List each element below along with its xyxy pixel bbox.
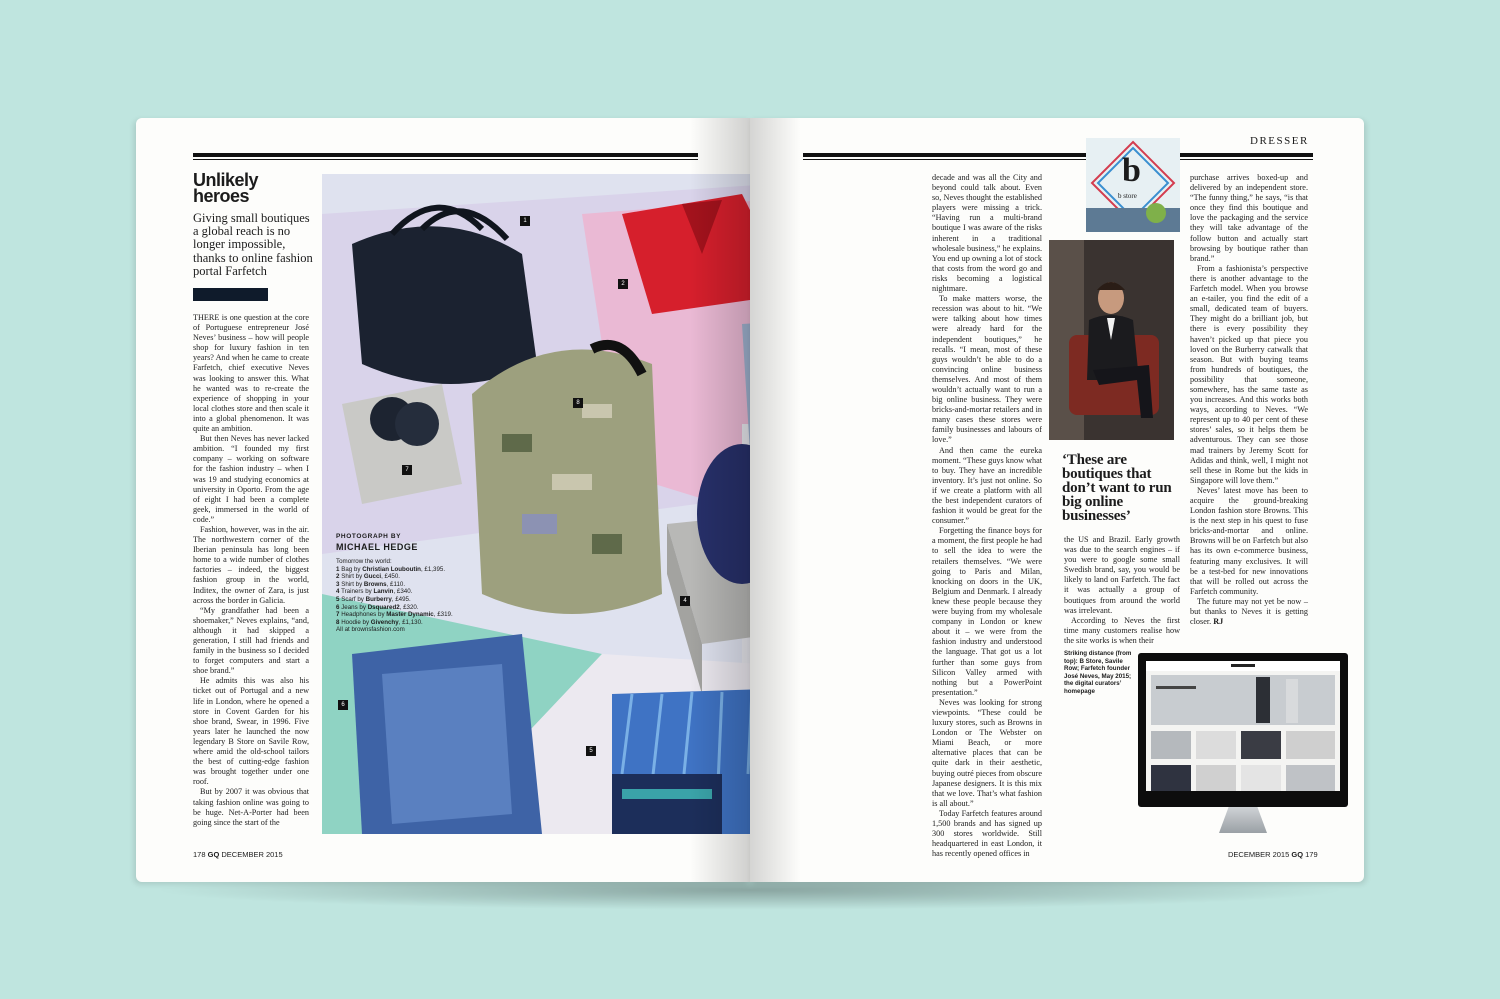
portrait-image [1049, 240, 1174, 440]
gutter-shade [690, 118, 750, 882]
top-rule-thin [193, 159, 698, 160]
gutter-shade [750, 118, 800, 882]
item-list-entry: 6 Jeans by Dsquared2, £320. [336, 603, 419, 611]
paragraph: From a fashionista’s perspective there is another advantage to the Farfetch model. When you browse an e-tailer, you find the edit of a small, dedicated team of buyers. They might do a brilliant job, but there is every possibility they haven’t picked up that piece you loved on the Burberry catwalk that season. But with buying teams from hundreds of boutiques, the possibility that someone, somewhere, has the same taste as you increases. And this works both ways, according to Neves. “We represent up to 40 per cent of these stores’ sales, so it helps them be adventurous. They can see those mad trainers by Jeremy Scott for Adidas and think, well, I might not sell these in Rome but the kids in Singapore will love them.” [1190, 263, 1308, 485]
b-store-photo [1086, 138, 1180, 232]
pull-quote: ‘These are boutiques that don’t want to run big online businesses’ [1062, 452, 1172, 524]
right-body-column-3 [1190, 173, 1308, 627]
article-headline: Unlikely heroes [193, 170, 259, 206]
photo-credit-name: MICHAEL HEDGE [336, 542, 418, 552]
paragraph: “My grandfather had been a shoemaker,” Neves explains, “and, although it had skipped a generation, I still had friends and family in the business so I decided to forget computers and start a shoe brand.” [193, 605, 309, 676]
paragraph: the US and Brazil. Early growth was due to the search engines – if you were to google some small Swedish brand, say, you would be likely to land on Farfetch. The fact it was actually a group of boutiques from around the world was irrelevant. [1064, 535, 1180, 615]
paragraph: Today Farfetch features around 1,500 brands and has signed up 300 stores worldwide. Still headquartered in east London, it has recently opened offices in [932, 808, 1042, 859]
item-list-entry: 8 Hoodie by Givenchy, £1,130. [336, 618, 423, 626]
item-list-entry: 5 Scarf by Burberry, £495. [336, 595, 411, 603]
paragraph: Fashion, however, was in the air. The northwestern corner of the Iberian peninsula has long been home to a wide number of clothes factories – indeed, the biggest fashion group in the world, Inditex, the owner of Zara, is just across the border in Galicia. [193, 524, 309, 605]
item-marker-5: 5 [586, 746, 596, 756]
paragraph: To make matters worse, the recession was about to hit. “We were talking about how times were already hard for the independent boutiques,” he recalls. “I mean, most of these guys wouldn’t be able to do a convincing online business themselves. And most of them wouldn’t actually want to run a big online business. They were bricks-and-mortar retailers and in many cases these stores were family businesses and labours of love.” [932, 294, 1042, 445]
right-folio: DECEMBER 2015 GQ 179 [1228, 850, 1318, 859]
item-list-entry: 2 Shirt by Gucci, £450. [336, 573, 401, 581]
paragraph: But by 2007 it was obvious that taking fashion online was going to be huge. Net-A-Porter had been going since the start of the [193, 787, 309, 827]
item-list-entry: 4 Trainers by Lanvin, £340. [336, 588, 413, 596]
paragraph: decade and was all the City and beyond could talk about. Even so, Neves thought the established players were missing a trick. “Having run a multi-brand boutique I was aware of the risks inherent in a traditional wholesale business,” he explains. You end up owning a lot of stock that costs from the word go and risks becoming a logistical nightmare. [932, 173, 1042, 294]
item-list-entry: 7 Headphones by Master Dynamic, £319. [336, 611, 453, 619]
b-store-text: b store [1118, 192, 1137, 200]
item-marker-8: 8 [573, 398, 583, 408]
left-page [136, 118, 750, 882]
item-marker-1: 1 [520, 216, 530, 226]
paragraph: purchase arrives boxed-up and delivered by an independent store. “The funny thing,” he says, “is that once they find this boutique and love the packaging and the service they will take advantage of the follow button and actually start browsing by boutique rather than brand.” [1190, 173, 1308, 263]
monitor-stand [1219, 807, 1267, 833]
item-list [336, 558, 471, 634]
right-body-column-2 [1064, 535, 1180, 646]
left-folio: 178 GQ DECEMBER 2015 [193, 850, 283, 859]
paragraph: Forgetting the finance boys for a moment, the first people he had to sell the idea to were the retailers themselves. “We were going to Paris and Milan, knocking on doors in the UK, Belgium and Denmark. I already knew these people because they were buying from my wholesale company in London or knew about it – we were from the fashion industry and understood the language. That got us a lot further than some guys from Silicon Valley armed with nothing but a PowerPoint presentation.” [932, 526, 1042, 697]
paragraph: According to Neves the first time many customers realise how the site works is when their [1064, 615, 1180, 645]
paragraph: But then Neves has never lacked ambition. “I founded my first company – working on software for the fashion industry – when I was 19 and studying economics at university in Oporto. From the age of eight I had been a complete geek, immersed in the world of code.” [193, 434, 309, 524]
item-marker-7: 7 [402, 465, 412, 475]
author-signoff: RJ [1213, 617, 1224, 627]
paragraph: The future may not yet be now – but thanks to Neves it is getting closer. RJ [1190, 596, 1308, 627]
item-list-entry: 3 Shirt by Browns, £110. [336, 580, 406, 588]
farfetch-homepage-screen [1146, 661, 1340, 791]
item-marker-2: 2 [618, 279, 628, 289]
item-marker-4: 4 [680, 596, 690, 606]
b-store-letter: b [1122, 152, 1141, 189]
item-marker-6: 6 [338, 700, 348, 710]
item-list-title: Tomorrow the world: [336, 558, 392, 565]
image-caption: Striking distance (from top): B Store, Savile Row; Farfetch founder José Neves, May 2015; the digital curators’ homepage [1064, 650, 1132, 695]
top-rule-thin [803, 159, 1313, 160]
paragraph: Neves’ latest move has been to acquire the ground-breaking London fashion store Browns. This is the next step in his quest to fuse bricks-and-mortar and online. Browns will be on Farfetch but also has its own e-commerce business, featuring many exclusives. It will be a test-bed for new innovations that will be rolled out across the Farfetch community. [1190, 485, 1308, 596]
section-label: DRESSER [1250, 135, 1309, 147]
farfetch-homepage-monitor [1138, 653, 1348, 807]
top-rule [803, 153, 1313, 157]
paragraph: And then came the eureka moment. “These guys know what to buy. They have an incredible inventory. It’s just not online. So if we create a platform with all the best independent curators of fashion it would be great for the consumer.” [932, 445, 1042, 526]
photo-credit-heading: PHOTOGRAPH BY [336, 533, 402, 540]
right-body-column-1 [932, 173, 1042, 859]
paragraph: THERE is one question at the core of Portuguese entrepreneur José Neves’ business – how will people shop for luxury fashion in ten years? And when he came to create Farfetch, chief executive Neves was looking to answer this. What he wanted was to re-create the experience of shopping in your local clothes store and then scale it into a global phenomenon. It was quite an ambition. [193, 313, 309, 434]
item-list-entry: 1 Bag by Christian Louboutin, £1,395. [336, 565, 446, 573]
gq-logo: GQ [1291, 850, 1304, 859]
item-list-footer: All at brownsfashion.com [336, 626, 405, 634]
gq-logo: GQ [207, 850, 220, 859]
navy-bar [193, 288, 268, 301]
paragraph: He admits this was also his ticket out of Portugal and a new life in London, where he opened a store in Covent Garden for his shoe brand, Swear, in 1996. Five years later he launched the now legendary B Store on Savile Row, where amid the old-school tailors the best of cutting-edge fashion was brought together under one roof. [193, 676, 309, 787]
top-rule [193, 153, 698, 157]
left-body-column [193, 313, 309, 828]
right-page [750, 118, 1364, 882]
paragraph: Neves was looking for strong viewpoints. “These could be luxury stores, such as Browns in London or The Webster on Miami Beach, or more alternative places that can be quite dark in their aesthetic, buying outré pieces from obscure Japanese designers. It is this mix that we love. That’s what fashion is all about.” [932, 697, 1042, 808]
standfirst: Giving small boutiques a global reach is no longer impossible, thanks to online fashion portal Farfetch [193, 211, 313, 278]
homepage-image [1146, 661, 1340, 791]
jose-neves-portrait [1049, 240, 1174, 440]
